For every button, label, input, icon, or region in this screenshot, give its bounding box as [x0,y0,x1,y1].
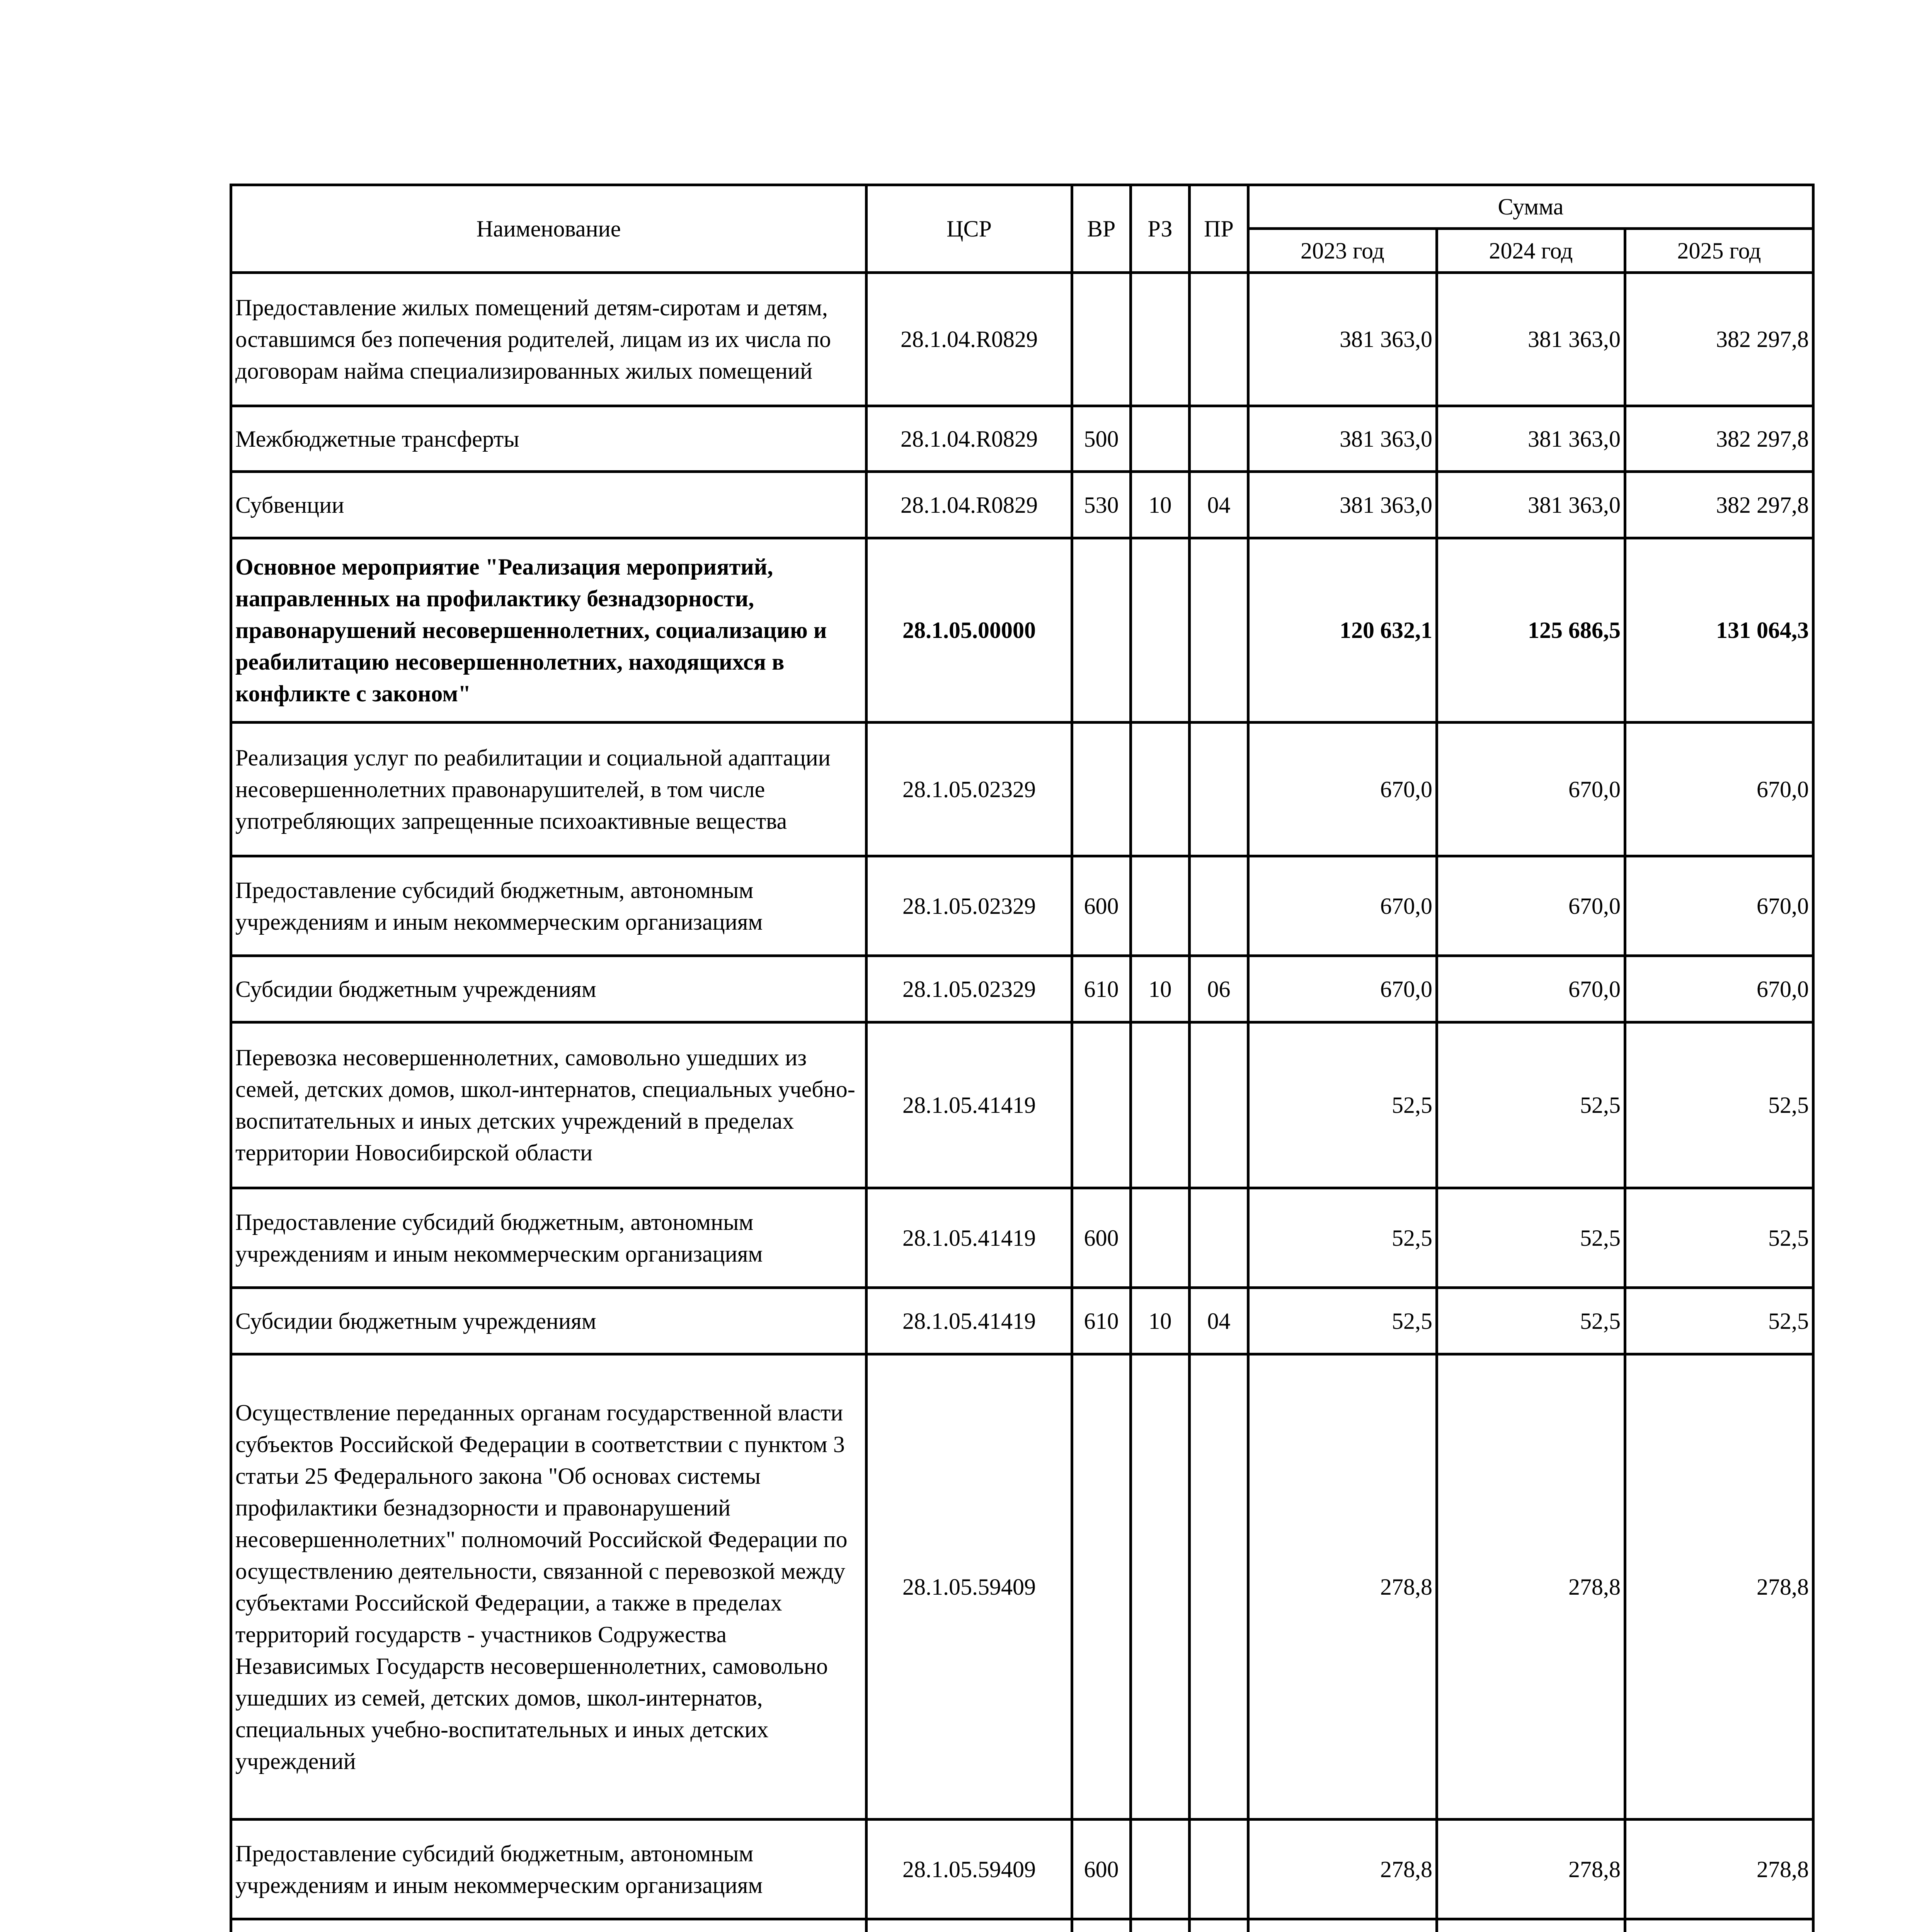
table-row [231,723,1813,856]
row-amount-2024: 381 363,0 [1437,472,1625,538]
row-amount-2023: 381 363,0 [1248,472,1437,538]
table-row [231,273,1813,406]
table-row [231,1354,1813,1820]
row-rz [1131,538,1190,723]
row-pr [1190,406,1248,472]
row-amount-2023: 381 363,0 [1248,273,1437,406]
row-vr: 600 [1072,1820,1131,1919]
row-rz [1131,1919,1190,1932]
row-amount-2025: 382 297,8 [1625,406,1813,472]
row-name: Реализация услуг по реабилитации и социальной адаптации несовершеннолетних правонарушителей, в том числе употребляющих запрещенные психоактивные вещества [231,723,867,856]
row-rz [1131,1188,1190,1288]
row-vr: 500 [1072,406,1131,472]
row-amount-2024: 52,5 [1437,1022,1625,1188]
row-name: Межбюджетные трансферты [231,406,867,472]
row-vr: 530 [1072,472,1131,538]
row-pr [1190,1919,1248,1932]
row-vr: 610 [1072,956,1131,1022]
row-name: Осуществление переданных органам государственной власти субъектов Российской Федерации в соответствии с пунктом 3 статьи 25 Федерального закона "Об основах системы профилактики безнадзорности и правонарушений несовершеннолетних" полномочий Российской Федерации по осуществлению деятельности, связанной с перевозкой между субъектами Российской Федерации, а также в пределах территорий государств - участников Содружества Независимых Государств несовершеннолетних, самовольно ушедших из семей, детских домов, школ-интернатов, специальных учебно-воспитательных и иных детских учреждений [231,1354,867,1820]
header-name: Наименование [231,185,867,273]
row-rz [1131,1022,1190,1188]
row-pr [1190,1022,1248,1188]
row-vr [1072,538,1131,723]
row-amount-2024: 381 363,0 [1437,273,1625,406]
row-amount-2023: 52,5 [1248,1188,1437,1288]
row-amount-2024: 278,8 [1437,1354,1625,1820]
row-amount-2023: 278,8 [1248,1354,1437,1820]
row-name: Предоставление субсидий бюджетным, автономным учреждениям и иным некоммерческим организациям [231,1188,867,1288]
row-amount-2023: 120 632,1 [1248,538,1437,723]
row-pr [1190,1820,1248,1919]
row-vr [1072,1919,1131,1932]
row-amount-2023: 670,0 [1248,723,1437,856]
row-name: Предоставление жилых помещений детям-сиротам и детям, оставшимся без попечения родителей, лицам из их числа по договорам найма специализированных жилых помещений [231,273,867,406]
table-row [231,1022,1813,1188]
row-amount-2024: 381 363,0 [1437,406,1625,472]
table-row [231,1188,1813,1288]
row-amount-2025: 278,8 [1625,1820,1813,1919]
row-vr: 600 [1072,1188,1131,1288]
header-rz: РЗ [1131,185,1190,273]
row-amount-2025: 382 297,8 [1625,273,1813,406]
row-amount-2025: 670,0 [1625,856,1813,956]
row-amount-2023: 670,0 [1248,956,1437,1022]
row-amount-2024: 52,5 [1437,1188,1625,1288]
row-amount-2024: 670,0 [1437,956,1625,1022]
row-csr: 28.1.04.R0829 [867,472,1072,538]
budget-table [230,184,1815,1932]
row-csr [867,1919,1072,1932]
header-vr: ВР [1072,185,1131,273]
row-vr: 610 [1072,1288,1131,1354]
row-name: Субсидии бюджетным учреждениям [231,956,867,1022]
row-amount-2024: 670,0 [1437,723,1625,856]
row-csr: 28.1.05.59409 [867,1354,1072,1820]
row-amount-2023: 52,5 [1248,1022,1437,1188]
row-amount-2025: 52,5 [1625,1022,1813,1188]
row-amount-2024: 670,0 [1437,856,1625,956]
table-row [231,1820,1813,1919]
row-vr [1072,1354,1131,1820]
row-csr: 28.1.05.02329 [867,723,1072,856]
row-amount-2023: 52,5 [1248,1288,1437,1354]
row-rz [1131,1354,1190,1820]
header-year-2025: 2025 год [1625,229,1813,273]
row-rz [1131,273,1190,406]
row-pr [1190,273,1248,406]
row-amount-2025: 382 297,8 [1625,472,1813,538]
table-row [231,1919,1813,1932]
header-csr: ЦСР [867,185,1072,273]
table-row [231,538,1813,723]
row-name [231,1919,867,1932]
row-amount-2025: 670,0 [1625,956,1813,1022]
header-sum: Сумма [1248,185,1813,229]
row-rz [1131,1820,1190,1919]
row-name: Перевозка несовершеннолетних, самовольно ушедших из семей, детских домов, школ-интернатов, специальных учебно-воспитательных и иных детских учреждений в пределах территории Новосибирской области [231,1022,867,1188]
table-row [231,406,1813,472]
row-pr [1190,1188,1248,1288]
header-year-2023: 2023 год [1248,229,1437,273]
table-row [231,856,1813,956]
row-amount-2023: 381 363,0 [1248,406,1437,472]
row-amount-2024 [1437,1919,1625,1932]
row-rz [1131,856,1190,956]
row-csr: 28.1.04.R0829 [867,273,1072,406]
row-rz: 10 [1131,472,1190,538]
row-pr: 04 [1190,1288,1248,1354]
row-name: Предоставление субсидий бюджетным, автономным учреждениям и иным некоммерческим организациям [231,1820,867,1919]
row-rz [1131,723,1190,856]
row-csr: 28.1.05.00000 [867,538,1072,723]
row-rz [1131,406,1190,472]
row-name: Субсидии бюджетным учреждениям [231,1288,867,1354]
table-row [231,472,1813,538]
row-vr: 600 [1072,856,1131,956]
row-amount-2025: 52,5 [1625,1188,1813,1288]
table-body [231,273,1813,1932]
row-pr: 04 [1190,472,1248,538]
row-vr [1072,723,1131,856]
row-pr [1190,723,1248,856]
table-row [231,1288,1813,1354]
row-amount-2025: 131 064,3 [1625,538,1813,723]
row-amount-2025: 670,0 [1625,723,1813,856]
row-vr [1072,273,1131,406]
row-amount-2025: 278,8 [1625,1354,1813,1820]
row-amount-2025: 52,5 [1625,1288,1813,1354]
row-amount-2023: 278,8 [1248,1820,1437,1919]
row-name: Предоставление субсидий бюджетным, автономным учреждениям и иным некоммерческим организациям [231,856,867,956]
row-csr: 28.1.05.41419 [867,1022,1072,1188]
row-rz: 10 [1131,956,1190,1022]
row-pr [1190,1354,1248,1820]
row-pr [1190,538,1248,723]
row-rz: 10 [1131,1288,1190,1354]
table-row [231,956,1813,1022]
row-csr: 28.1.05.02329 [867,856,1072,956]
row-pr [1190,856,1248,956]
row-csr: 28.1.05.59409 [867,1820,1072,1919]
row-csr: 28.1.05.02329 [867,956,1072,1022]
row-csr: 28.1.04.R0829 [867,406,1072,472]
row-amount-2025 [1625,1919,1813,1932]
header-pr: ПР [1190,185,1248,273]
row-csr: 28.1.05.41419 [867,1188,1072,1288]
row-amount-2023 [1248,1919,1437,1932]
row-name: Основное мероприятие "Реализация мероприятий, направленных на профилактику безнадзорности, правонарушений несовершеннолетних, социализацию и реабилитацию несовершеннолетних, находящихся в конфликте с законом" [231,538,867,723]
row-amount-2024: 52,5 [1437,1288,1625,1354]
row-csr: 28.1.05.41419 [867,1288,1072,1354]
row-vr [1072,1022,1131,1188]
row-amount-2024: 278,8 [1437,1820,1625,1919]
header-year-2024: 2024 год [1437,229,1625,273]
row-amount-2023: 670,0 [1248,856,1437,956]
row-pr: 06 [1190,956,1248,1022]
row-name: Субвенции [231,472,867,538]
row-amount-2024: 125 686,5 [1437,538,1625,723]
